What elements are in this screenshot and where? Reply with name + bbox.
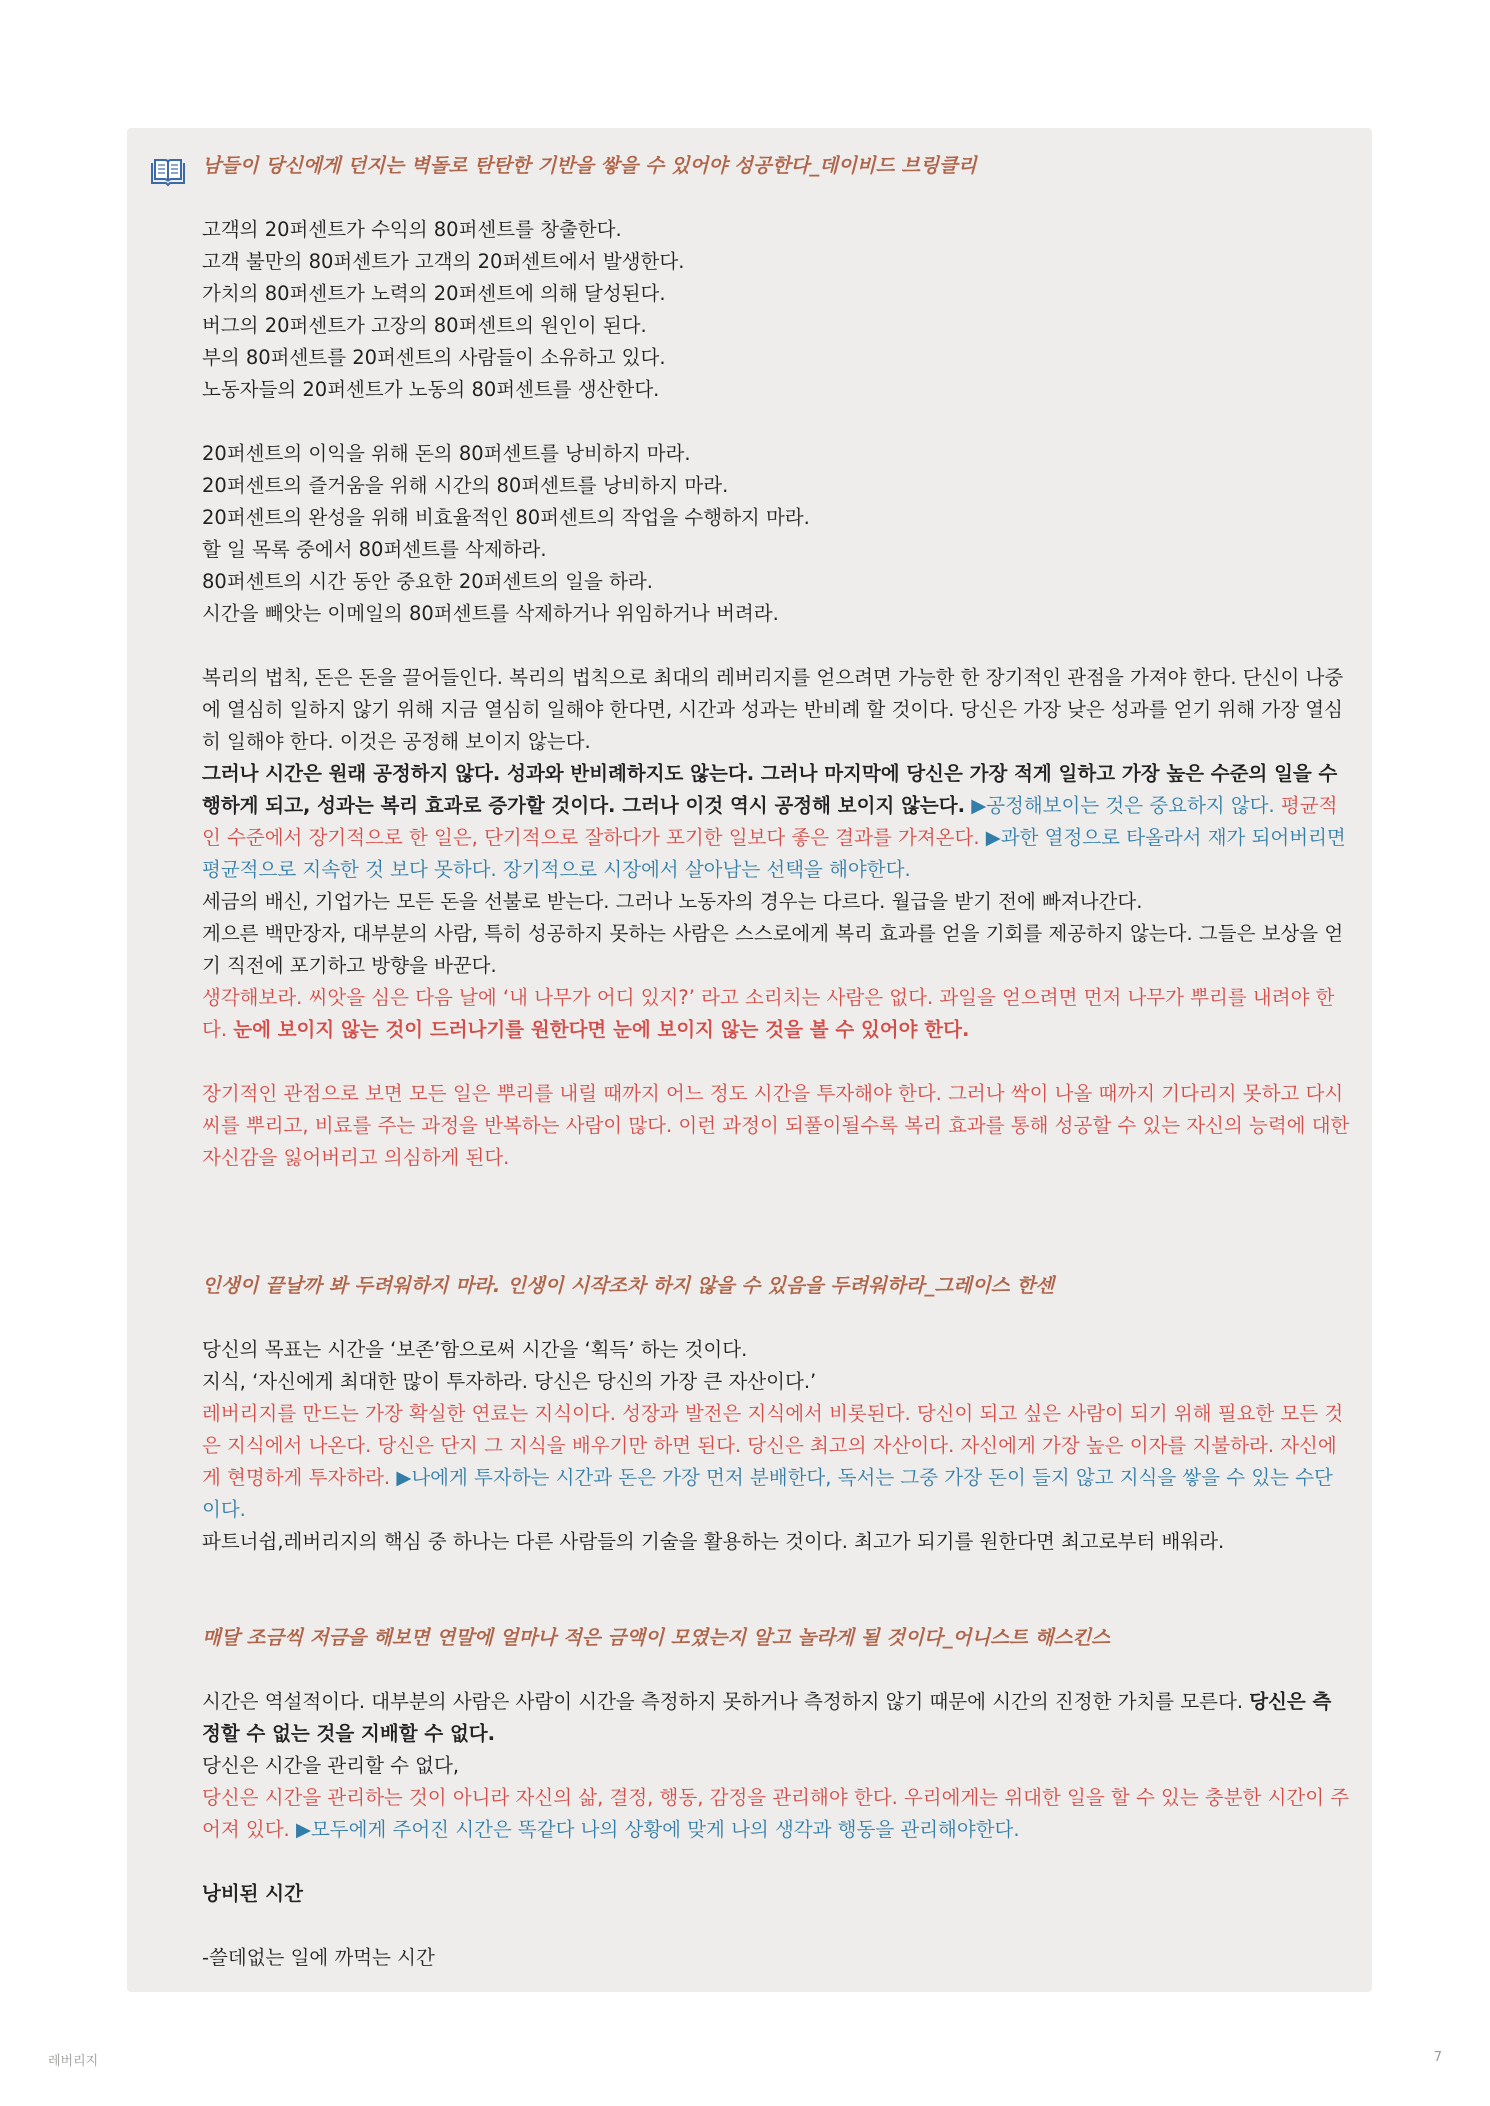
paragraph-mixed xyxy=(202,982,1350,1046)
text-line: 노동자들의 20퍼센트가 노동의 80퍼센트를 생산한다. xyxy=(202,378,660,401)
quote-heading: 남들이 당신에게 던지는 벽돌로 탄탄한 기반을 쌓을 수 있어야 성공한다_데이비드 브링클리 xyxy=(202,154,977,177)
text-line: 고객 불만의 80퍼센트가 고객의 20퍼센트에서 발생한다. xyxy=(202,250,685,273)
list-item: -쓸데없는 일에 까먹는 시간 xyxy=(202,1946,435,1969)
note-text: ▶과한 열정으로 타올라서 재가 되어버리면 평균적으로 지속한 것 보다 못하다. 장기적으로 시장에서 살아남는 선택을 해야한다. xyxy=(202,826,1346,881)
paragraph-mixed xyxy=(202,1398,1350,1526)
paragraph-mixed xyxy=(202,758,1350,886)
quote-heading: 매달 조금씩 저금을 해보면 연말에 얼마나 적은 금액이 모였는지 알고 놀라게 될 것이다_어니스트 해스킨스 xyxy=(202,1626,1110,1649)
paragraph-text: 시간은 역설적이다. 대부분의 사람은 사람이 시간을 측정하지 못하거나 측정하지 않기 때문에 시간의 진정한 가치를 모른다. xyxy=(202,1690,1250,1713)
highlight-text: 당신은 시간을 관리하는 것이 아니라 자신의 삶, 결정, 행동, 감정을 관리해야 한다. 우리에게는 위대한 일을 할 수 있는 충분한 시간이 주어져 있다. xyxy=(202,1786,1350,1841)
text-line: 부의 80퍼센트를 20퍼센트의 사람들이 소유하고 있다. xyxy=(202,346,666,369)
highlight-text: 생각해보라. 씨앗을 심은 다음 날에 ‘내 나무가 어디 있지?’ 라고 소리치는 사람은 없다. 과일을 얻으려면 먼저 나무가 뿌리를 내려야 한다. xyxy=(202,986,1335,1041)
paragraph-mixed xyxy=(202,1686,1350,1750)
highlight-text: 평균적인 수준에서 장기적으로 한 일은, 단기적으로 잘하다가 포기한 일보다 좋은 결과를 가져온다. xyxy=(202,794,1338,849)
section-heading: 낭비된 시간 xyxy=(202,1882,303,1905)
text-line: 80퍼센트의 시간 동안 중요한 20퍼센트의 일을 하라. xyxy=(202,570,653,593)
paragraph: 게으른 백만장자, 대부분의 사람, 특히 성공하지 못하는 사람은 스스로에게 복리 효과를 얻을 기회를 제공하지 않는다. 그들은 보상을 얻기 직전에 포기하고 방향을 바꾼다. xyxy=(202,922,1344,977)
paragraph-mixed xyxy=(202,1782,1350,1846)
footer-title: 레버리지 xyxy=(48,2054,99,2069)
text-line: 지식, ‘자신에게 최대한 많이 투자하라. 당신은 당신의 가장 큰 자산이다.’ xyxy=(202,1370,817,1393)
text-line: 버그의 20퍼센트가 고장의 80퍼센트의 원인이 된다. xyxy=(202,314,647,337)
text-line: 시간을 빼앗는 이메일의 80퍼센트를 삭제하거나 위임하거나 버려라. xyxy=(202,602,779,625)
highlight-text: 레버리지를 만드는 가장 확실한 연료는 지식이다. 성장과 발전은 지식에서 비롯된다. 당신이 되고 싶은 사람이 되기 위해 필요한 모든 것은 지식에서 나온다. 당신은 단지 그 지식을 배우기만 하면 된다. 당신은 최고의 자산이다. 자신에게 가장 높은 이자를 지불하라. 자신에게 현명하게 투자하라. xyxy=(202,1402,1344,1489)
bold-highlight-text: 눈에 보이지 않는 것이 드러나기를 원한다면 눈에 보이지 않는 것을 볼 수 있어야 한다. xyxy=(233,1018,970,1041)
bold-text: 당신은 측정할 수 없는 것을 지배할 수 없다. xyxy=(202,1690,1332,1745)
text-line: 당신은 시간을 관리할 수 없다, xyxy=(202,1754,460,1777)
text-line: 고객의 20퍼센트가 수익의 80퍼센트를 창출한다. xyxy=(202,218,622,241)
note-text: ▶나에게 투자하는 시간과 돈은 가장 먼저 분배한다, 독서는 그중 가장 돈이 들지 않고 지식을 쌓을 수 있는 수단이다. xyxy=(202,1466,1333,1521)
paragraph: 파트너쉽,레버리지의 핵심 중 하나는 다른 사람들의 기술을 활용하는 것이다. 최고가 되기를 원한다면 최고로부터 배워라. xyxy=(202,1530,1225,1553)
text-line: 20퍼센트의 즐거움을 위해 시간의 80퍼센트를 낭비하지 마라. xyxy=(202,474,729,497)
paragraph: 복리의 법칙, 돈은 돈을 끌어들인다. 복리의 법칙으로 최대의 레버리지를 얻으려면 가능한 한 장기적인 관점을 가져야 한다. 단신이 나중에 열심히 일하지 않기 위해 지금 열심히 일해야 한다면, 시간과 성과는 반비례 할 것이다. 당신은 가장 낮은 성과를 얻기 위해 가장 열심히 일해야 한다. 이것은 공정해 보이지 않는다. xyxy=(202,666,1344,753)
text-line: 가치의 80퍼센트가 노력의 20퍼센트에 의해 달성된다. xyxy=(202,282,666,305)
paragraph: 장기적인 관점으로 보면 모든 일은 뿌리를 내릴 때까지 어느 정도 시간을 투자해야 한다. 그러나 싹이 나올 때까지 기다리지 못하고 다시 씨를 뿌리고, 비료를 주는 과정을 반복하는 사람이 많다. 이런 과정이 되풀이될수록 복리 효과를 통해 성공할 수 있는 자신의 능력에 대한 자신감을 잃어버리고 의심하게 된다. xyxy=(202,1082,1350,1169)
note-text: ▶모두에게 주어진 시간은 똑같다 나의 상황에 맞게 나의 생각과 행동을 관리해야한다. xyxy=(295,1818,1020,1841)
text-line: 할 일 목록 중에서 80퍼센트를 삭제하라. xyxy=(202,538,547,561)
page-number: 7 xyxy=(1433,2050,1442,2065)
bold-text: 그러나 시간은 원래 공정하지 않다. 성과와 반비례하지도 않는다. 그러나 마지막에 당신은 가장 적게 일하고 가장 높은 수준의 일을 수행하게 되고, 성과는 복리 효과로 증가할 것이다. 그러나 이것 역시 공정해 보이지 않는다. xyxy=(202,762,1338,817)
callout-content xyxy=(202,150,1350,1974)
text-line: 20퍼센트의 이익을 위해 돈의 80퍼센트를 낭비하지 마라. xyxy=(202,442,691,465)
paragraph: 세금의 배신, 기업가는 모든 돈을 선불로 받는다. 그러나 노동자의 경우는 다르다. 월급을 받기 전에 빠져나간다. xyxy=(202,890,1143,913)
quote-heading: 인생이 끝날까 봐 두려워하지 마라. 인생이 시작조차 하지 않을 수 있음을 두려워하라_그레이스 한센 xyxy=(202,1274,1055,1297)
book-icon xyxy=(150,157,186,187)
note-text: ▶공정해보이는 것은 중요하지 않다. xyxy=(965,794,1281,817)
text-line: 당신의 목표는 시간을 ‘보존’함으로써 시간을 ‘획득’ 하는 것이다. xyxy=(202,1338,748,1361)
text-line: 20퍼센트의 완성을 위해 비효율적인 80퍼센트의 작업을 수행하지 마라. xyxy=(202,506,810,529)
